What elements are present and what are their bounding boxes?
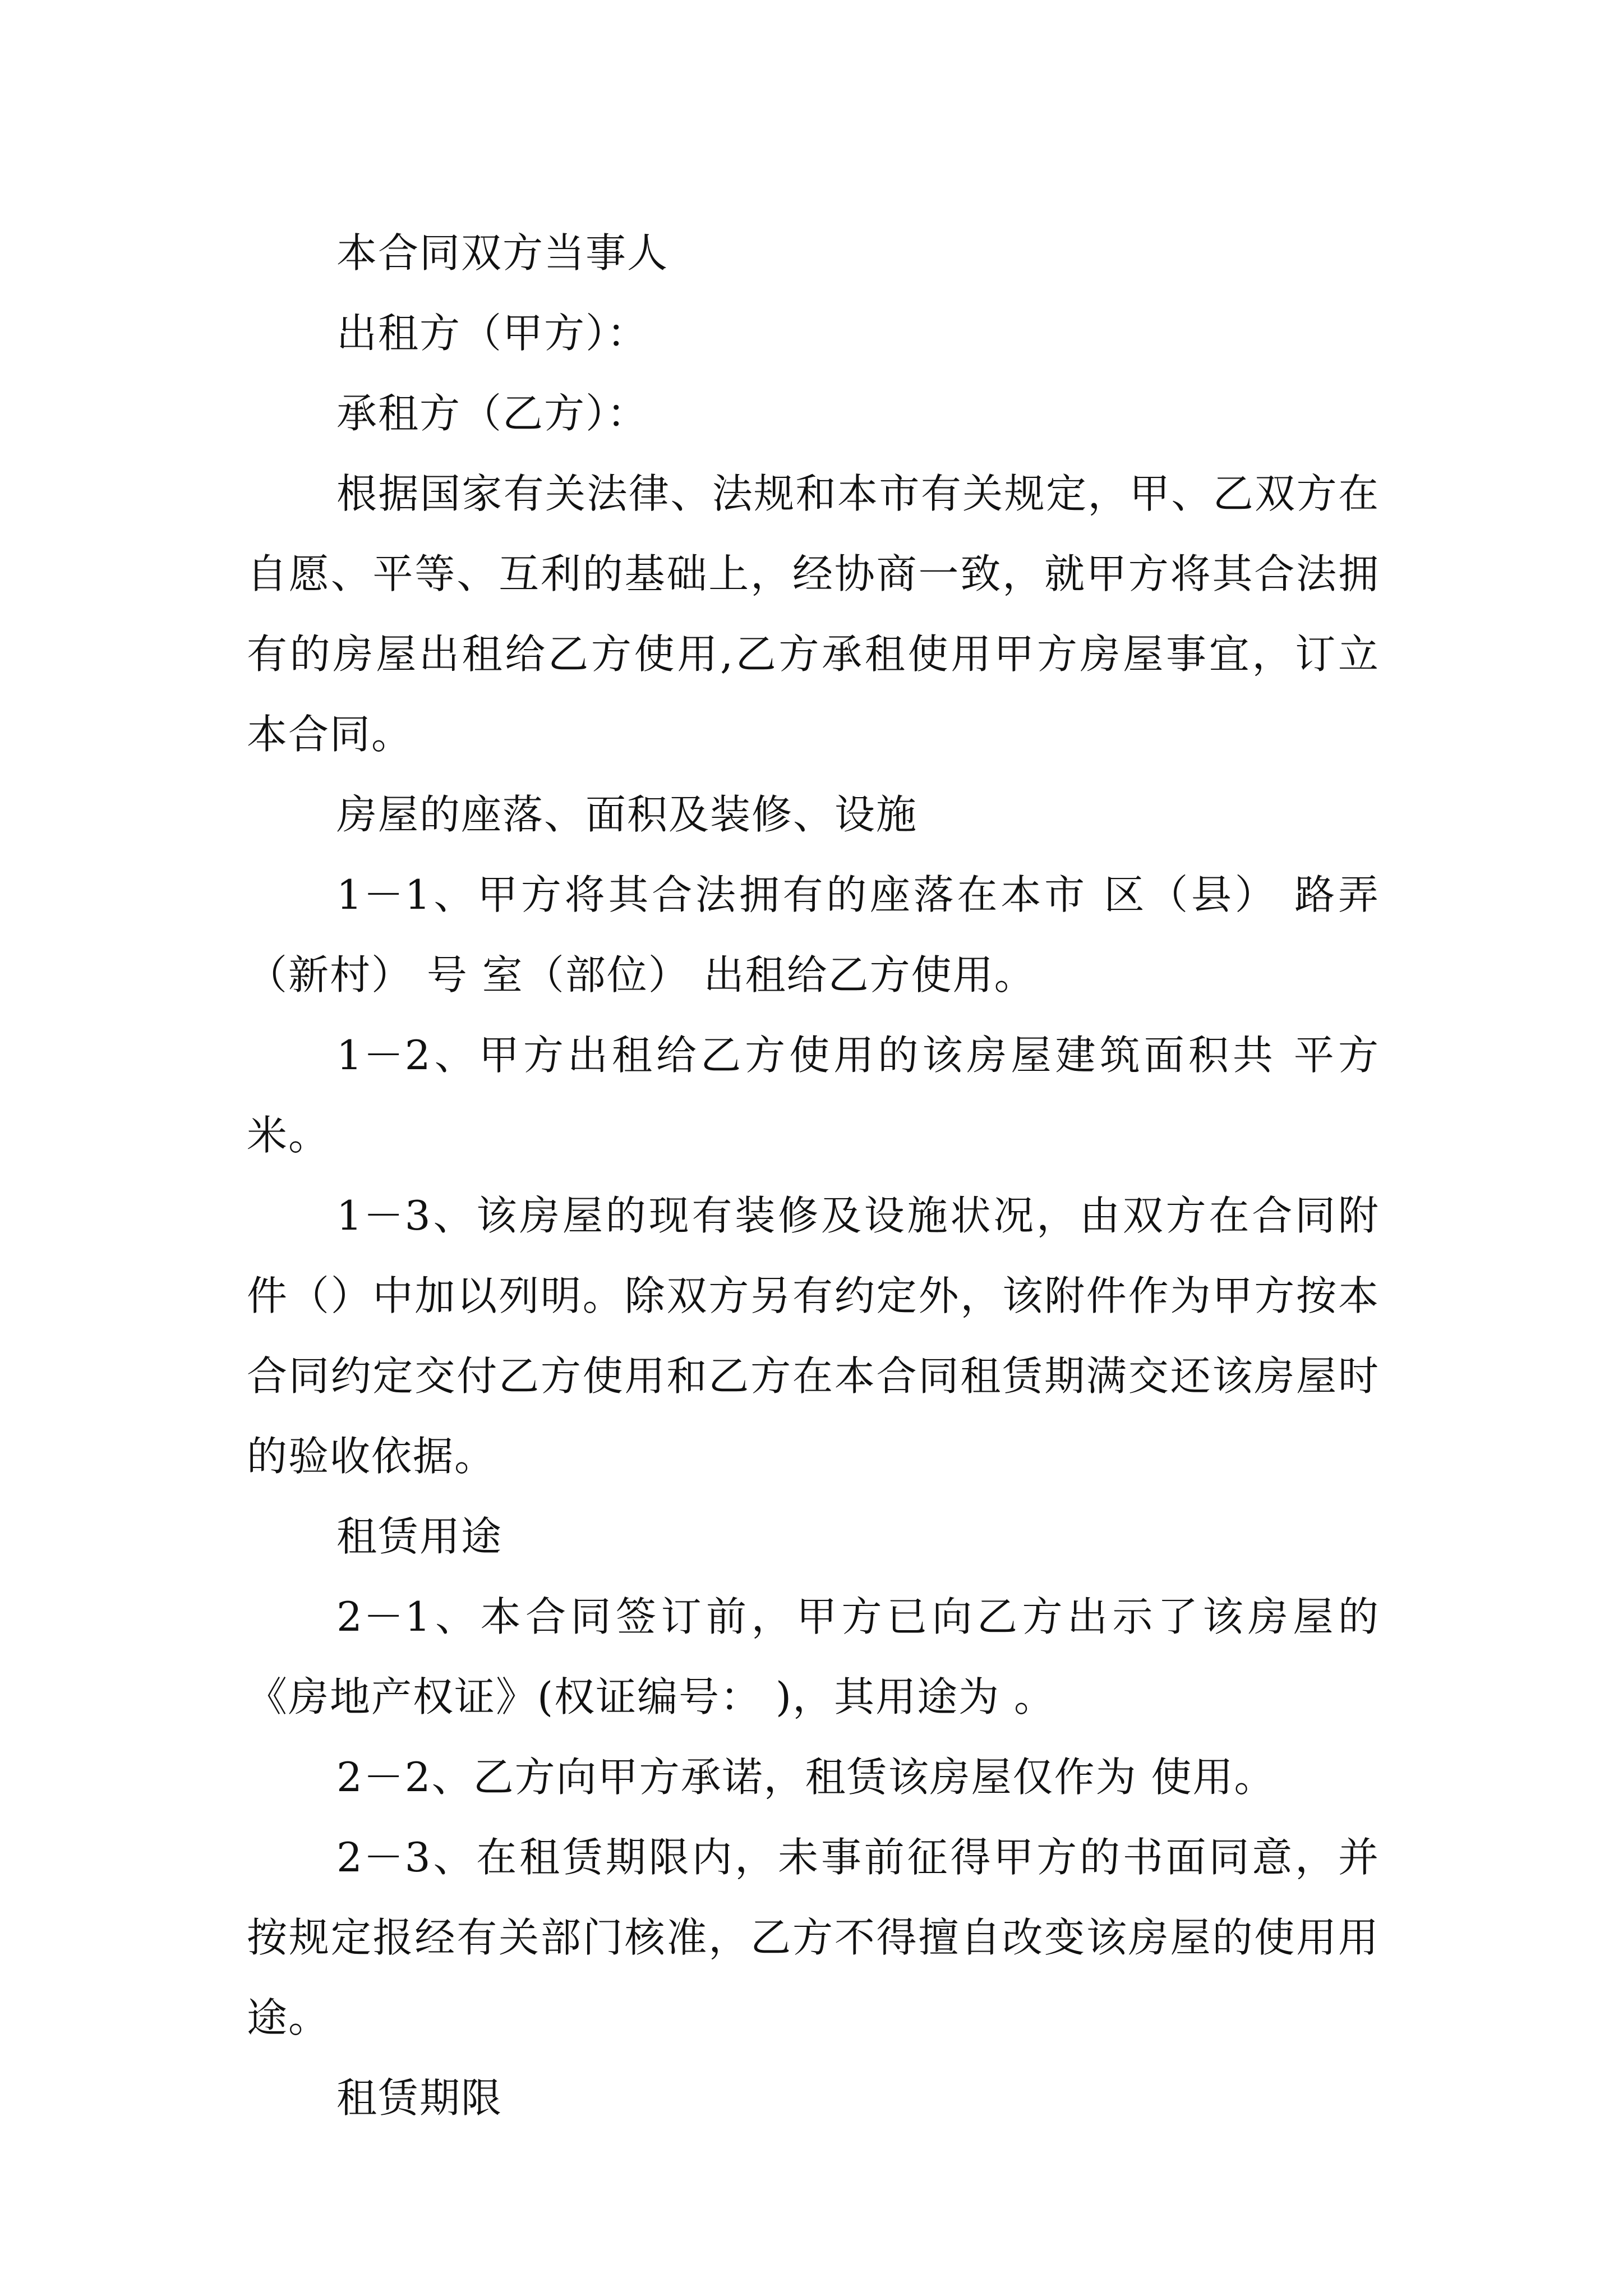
document-body [247,213,1380,2138]
clause-1-2: 1－2、甲方出租给乙方使用的该房屋建筑面积共 平方米。 [247,1032,1380,1159]
paragraph-lessee: 承租方（乙方）： [336,390,649,437]
section-heading-purpose: 租赁用途 [336,1513,503,1560]
paragraph-parties-heading: 本合同双方当事人 [336,229,669,277]
section-heading-premises: 房屋的座落、面积及装修、设施 [336,791,918,838]
clause-2-2: 2－2、乙方向甲方承诺，租赁该房屋仅作为 使用。 [336,1754,1276,1801]
clause-1-3: 1－3、该房屋的现有装修及设施状况，由双方在合同附件（）中加以列明。除双方另有约定外，该附件作为甲方按本合同约定交付乙方使用和乙方在本合同租赁期满交还该房屋时的验收依据。 [247,1192,1380,1480]
paragraph-preamble: 根据国家有关法律、法规和本市有关规定，甲、乙双方在自愿、平等、互利的基础上，经协商一致，就甲方将其合法拥有的房屋出租给乙方使用,乙方承租使用甲方房屋事宜，订立本合同。 [247,470,1380,758]
section-heading-term: 租赁期限 [336,2074,503,2122]
clause-2-1: 2－1、本合同签订前，甲方已向乙方出示了该房屋的《房地产权证》(权证编号： )，其用途为 。 [247,1593,1380,1720]
clause-1-1: 1－1、甲方将其合法拥有的座落在本市 区（县） 路弄（新村） 号 室（部位） 出租给乙方使用。 [247,871,1380,999]
paragraph-lessor: 出租方（甲方）： [336,310,649,357]
clause-2-3: 2－3、在租赁期限内，未事前征得甲方的书面同意，并按规定报经有关部门核准，乙方不得擅自改变该房屋的使用用途。 [247,1834,1380,2041]
